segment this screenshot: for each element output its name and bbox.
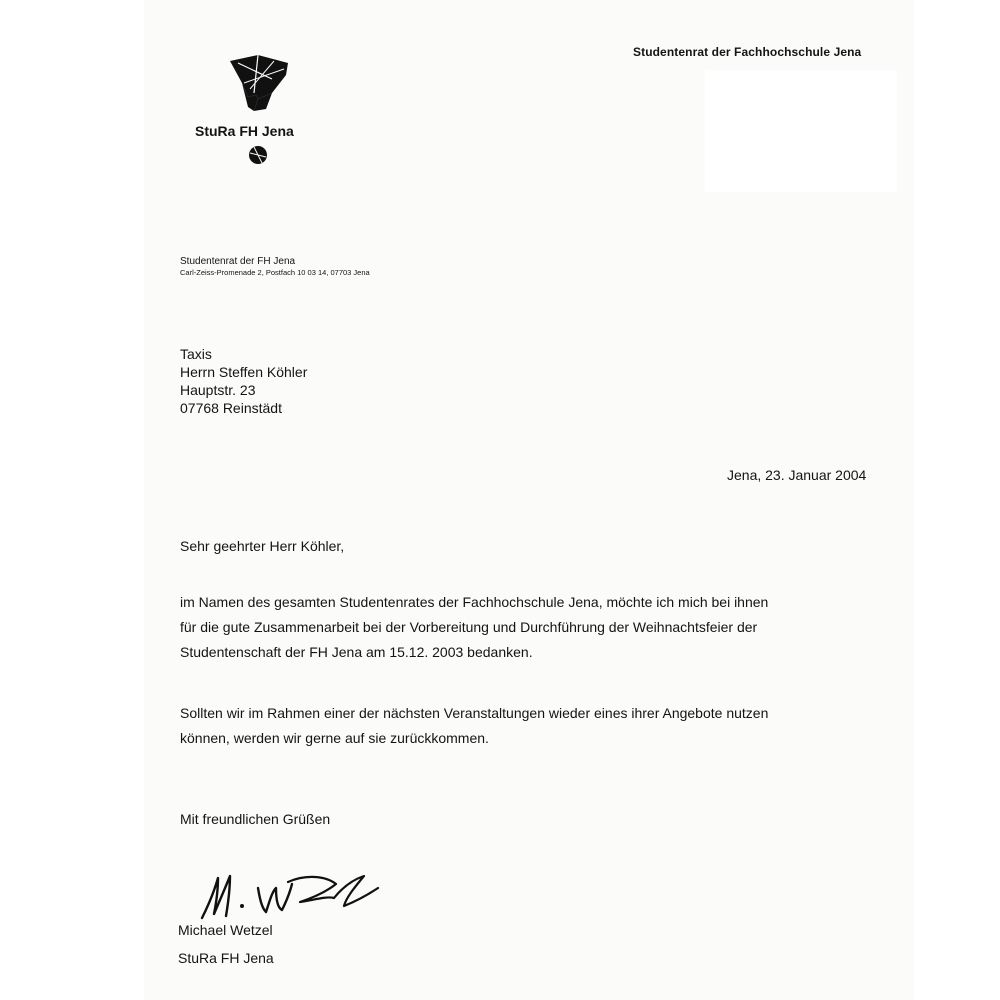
body-line: für die gute Zusammenarbeit bei der Vorbereitung und Durchführung der Weihnachtsfeier der: [180, 619, 758, 635]
body-line: können, werden wir gerne auf sie zurückkommen.: [180, 730, 489, 746]
closing: Mit freundlichen Grüßen: [180, 811, 331, 827]
letter-date: Jena, 23. Januar 2004: [727, 467, 867, 483]
signer-name: Michael Wetzel: [178, 922, 273, 938]
sender-address: Carl-Zeiss-Promenade 2, Postfach 10 03 14, 07703 Jena: [180, 268, 370, 277]
recipient-address: [180, 345, 307, 417]
logo-text: StuRa FH Jena: [195, 123, 294, 139]
scan-margin-right: [914, 0, 1000, 1000]
body-paragraph-1: [180, 590, 768, 665]
letterhead-organization: Studentenrat der Fachhochschule Jena: [633, 45, 862, 59]
redacted-area: [705, 70, 897, 192]
recipient-line: Taxis: [180, 346, 212, 362]
body-line: Sollten wir im Rahmen einer der nächsten Veranstaltungen wieder eines ihrer Angebote nutzen: [180, 705, 769, 721]
signer-organization: StuRa FH Jena: [178, 950, 274, 966]
salutation: Sehr geehrter Herr Köhler,: [180, 538, 345, 554]
recipient-line: 07768 Reinstädt: [180, 400, 282, 416]
recipient-line: Herrn Steffen Köhler: [180, 364, 308, 380]
stura-logo-icon: [228, 53, 290, 165]
body-line: im Namen des gesamten Studentenrates der Fachhochschule Jena, möchte ich mich bei ihnen: [180, 594, 769, 610]
sender-name: Studentenrat der FH Jena: [180, 256, 296, 267]
handwritten-signature: [196, 866, 382, 926]
scan-margin-left: [0, 0, 144, 1000]
recipient-line: Hauptstr. 23: [180, 382, 256, 398]
body-paragraph-2: [180, 701, 768, 751]
body-line: Studentenschaft der FH Jena am 15.12. 2003 bedanken.: [180, 644, 533, 660]
